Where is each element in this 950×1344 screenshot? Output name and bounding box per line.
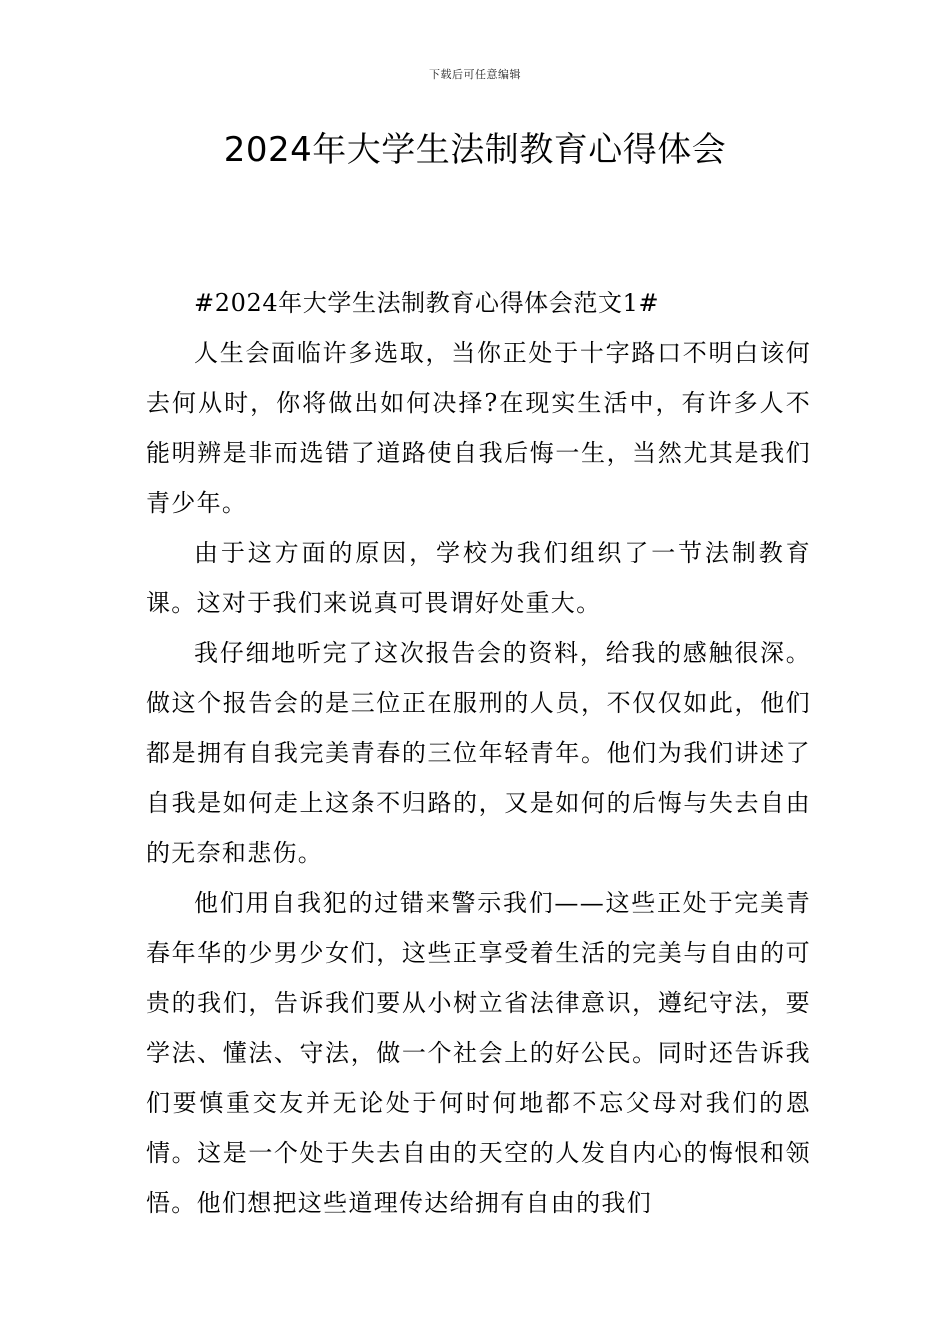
paragraph-1: 人生会面临许多选取，当你正处于十字路口不明白该何去何从时，你将做出如何决择?在现实生活中，有许多人不能明辨是非而选错了道路使自我后悔一生，当然尤其是我们青少年。 bbox=[146, 339, 811, 517]
paragraph-2: 由于这方面的原因，学校为我们组织了一节法制教育课。这对于我们来说真可畏谓好处重大。 bbox=[146, 539, 811, 617]
document-title: 2024年大学生法制教育心得体会 bbox=[223, 130, 727, 170]
section-subheading: #2024年大学生法制教育心得体会范文1# bbox=[194, 289, 660, 317]
paragraph-4: 他们用自我犯的过错来警示我们——这些正处于完美青春年华的少男少女们，这些正享受着生活的完美与自由的可贵的我们，告诉我们要从小树立省法律意识，遵纪守法，要学法、懂法、守法，做一个社会上的好公民。同时还告诉我们要慎重交友并无论处于何时何地都不忘父母对我们的恩情。这是一个处于失去自由的天空的人发自内心的悔恨和领悟。他们想把这些道理传达给拥有自由的我们 bbox=[146, 889, 811, 1217]
header-note: 下载后可任意编辑 bbox=[429, 68, 521, 81]
document-body bbox=[146, 278, 811, 1228]
paragraph-3: 我仔细地听完了这次报告会的资料，给我的感触很深。做这个报告会的是三位正在服刑的人员，不仅仅如此，他们都是拥有自我完美青春的三位年轻青年。他们为我们讲述了自我是如何走上这条不归路的，又是如何的后悔与失去自由的无奈和悲伤。 bbox=[146, 639, 811, 867]
